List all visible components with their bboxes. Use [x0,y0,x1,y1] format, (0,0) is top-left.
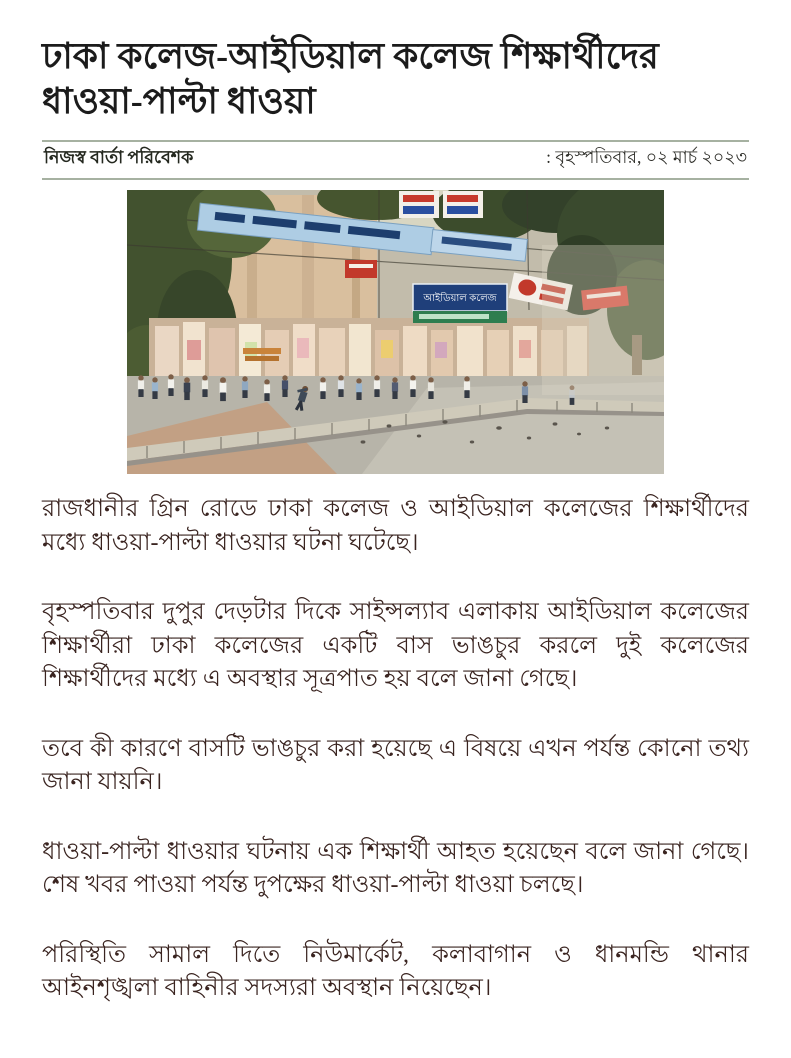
photo-college-sign-text: আইডিয়াল কলেজ [423,293,497,304]
paragraph: ধাওয়া-পাল্টা ধাওয়ার ঘটনায় এক শিক্ষার্থী আহত হয়েছেন বলে জানা গেছে। শেষ খবর পাওয়া পর্যন্ত দুপক্ষের ধাওয়া-পাল্টা ধাওয়া চলছে। [42,838,749,898]
photo-haze [542,245,664,395]
paragraph: রাজধানীর গ্রিন রোডে ঢাকা কলেজ ও আইডিয়াল কলেজের শিক্ষার্থীদের মধ্যে ধাওয়া-পাল্টা ধাওয়ার ঘটনা ঘটেছে। [42,496,749,556]
byline: নিজস্ব বার্তা পরিবেশক [44,147,194,167]
dateline: : বৃহস্পতিবার, ০২ মার্চ ২০২৩ [546,147,747,167]
article [0,34,791,1006]
headline: ঢাকা কলেজ-আইডিয়াল কলেজ শিক্ষার্থীদের ধাওয়া-পাল্টা ধাওয়া [42,36,659,121]
paragraph: তবে কী কারণে বাসটি ভাঙচুর করা হয়েছে এ বিষয়ে এখন পর্যন্ত কোনো তথ্য জানা যায়নি। [42,735,749,795]
news-photo [127,190,664,474]
paragraph: পরিস্থিতি সামাল দিতে নিউমার্কেট, কলাবাগান ও ধানমন্ডি থানার আইনশৃঙ্খলা বাহিনীর সদস্যরা অবস্থান নিয়েছেন। [42,941,749,1001]
article-body [42,493,749,1006]
photo-red-poster [345,260,377,278]
paragraph: বৃহস্পতিবার দুপুর দেড়টার দিকে সাইন্সল্যাব এলাকায় আইডিয়াল কলেজের শিক্ষার্থীরা ঢাকা কলেজের একটি বাস ভাঙচুর করলে দুই কলেজের শিক্ষার্থীদের মধ্যে এ অবস্থার সূত্রপাত হয় বলে জানা গেছে। [42,599,749,692]
photo-college-sign [413,284,507,323]
byline-bar [42,140,749,180]
news-photo-illustration [127,190,664,474]
